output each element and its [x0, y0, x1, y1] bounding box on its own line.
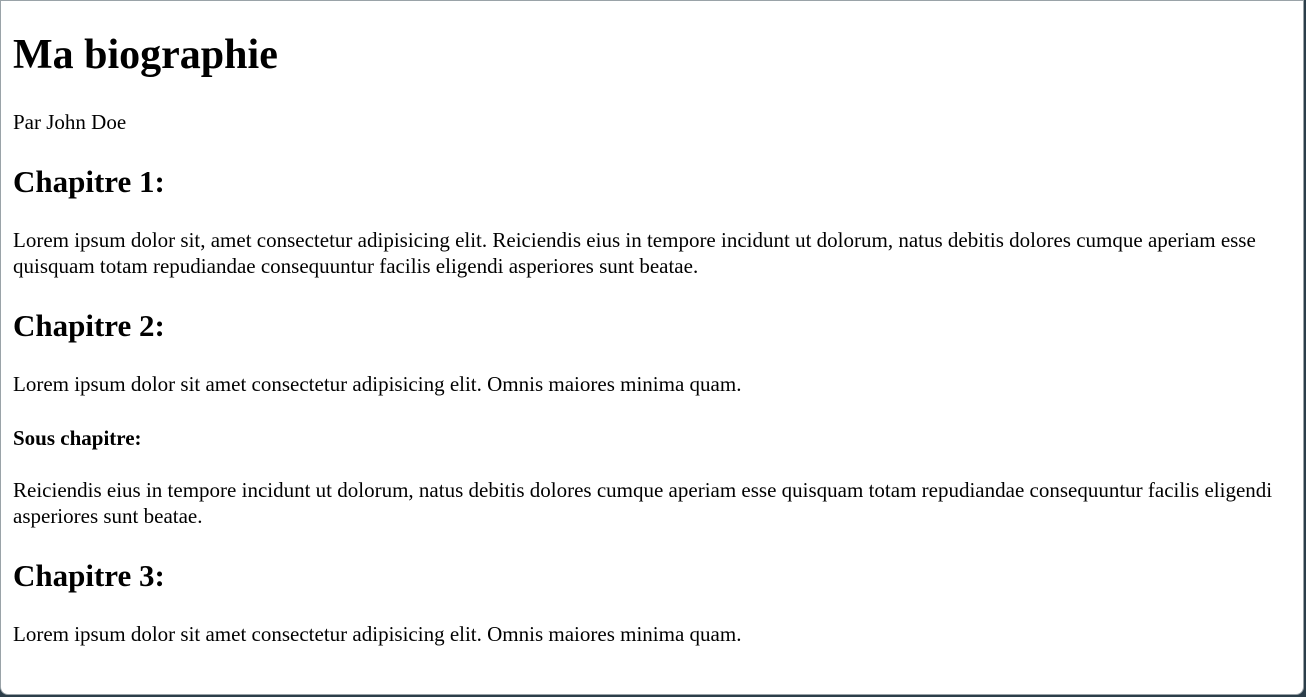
chapter-2-text: Lorem ipsum dolor sit amet consectetur adipisicing elit. Omnis maiores minima quam.: [13, 372, 742, 396]
chapter-3: [13, 557, 1291, 647]
chapter-1-text: Lorem ipsum dolor sit, amet consectetur adipisicing elit. Reiciendis eius in tempore incidunt ut dolorum, natus debitis dolores cumque aperiam esse quisquam totam repudiandae consequuntur facilis eligendi asperiores sunt beatae.: [13, 228, 1256, 278]
subchapter-heading: Sous chapitre:: [13, 426, 142, 450]
chapter-2-heading: Chapitre 2:: [13, 308, 165, 343]
chapter-3-text: Lorem ipsum dolor sit amet consectetur adipisicing elit. Omnis maiores minima quam.: [13, 622, 742, 646]
chapter-3-heading: Chapitre 3:: [13, 558, 165, 593]
author-byline: Par John Doe: [13, 110, 127, 134]
subchapter-text: Reiciendis eius in tempore incidunt ut dolorum, natus debitis dolores cumque aperiam esse quisquam totam repudiandae consequuntur facilis eligendi asperiores sunt beatae.: [13, 478, 1273, 528]
chapter-2: [13, 307, 1291, 529]
page-title: Ma biographie: [13, 32, 278, 78]
subchapter: [13, 425, 1291, 529]
chapter-1-heading: Chapitre 1:: [13, 164, 165, 199]
chapter-1: [13, 163, 1291, 279]
